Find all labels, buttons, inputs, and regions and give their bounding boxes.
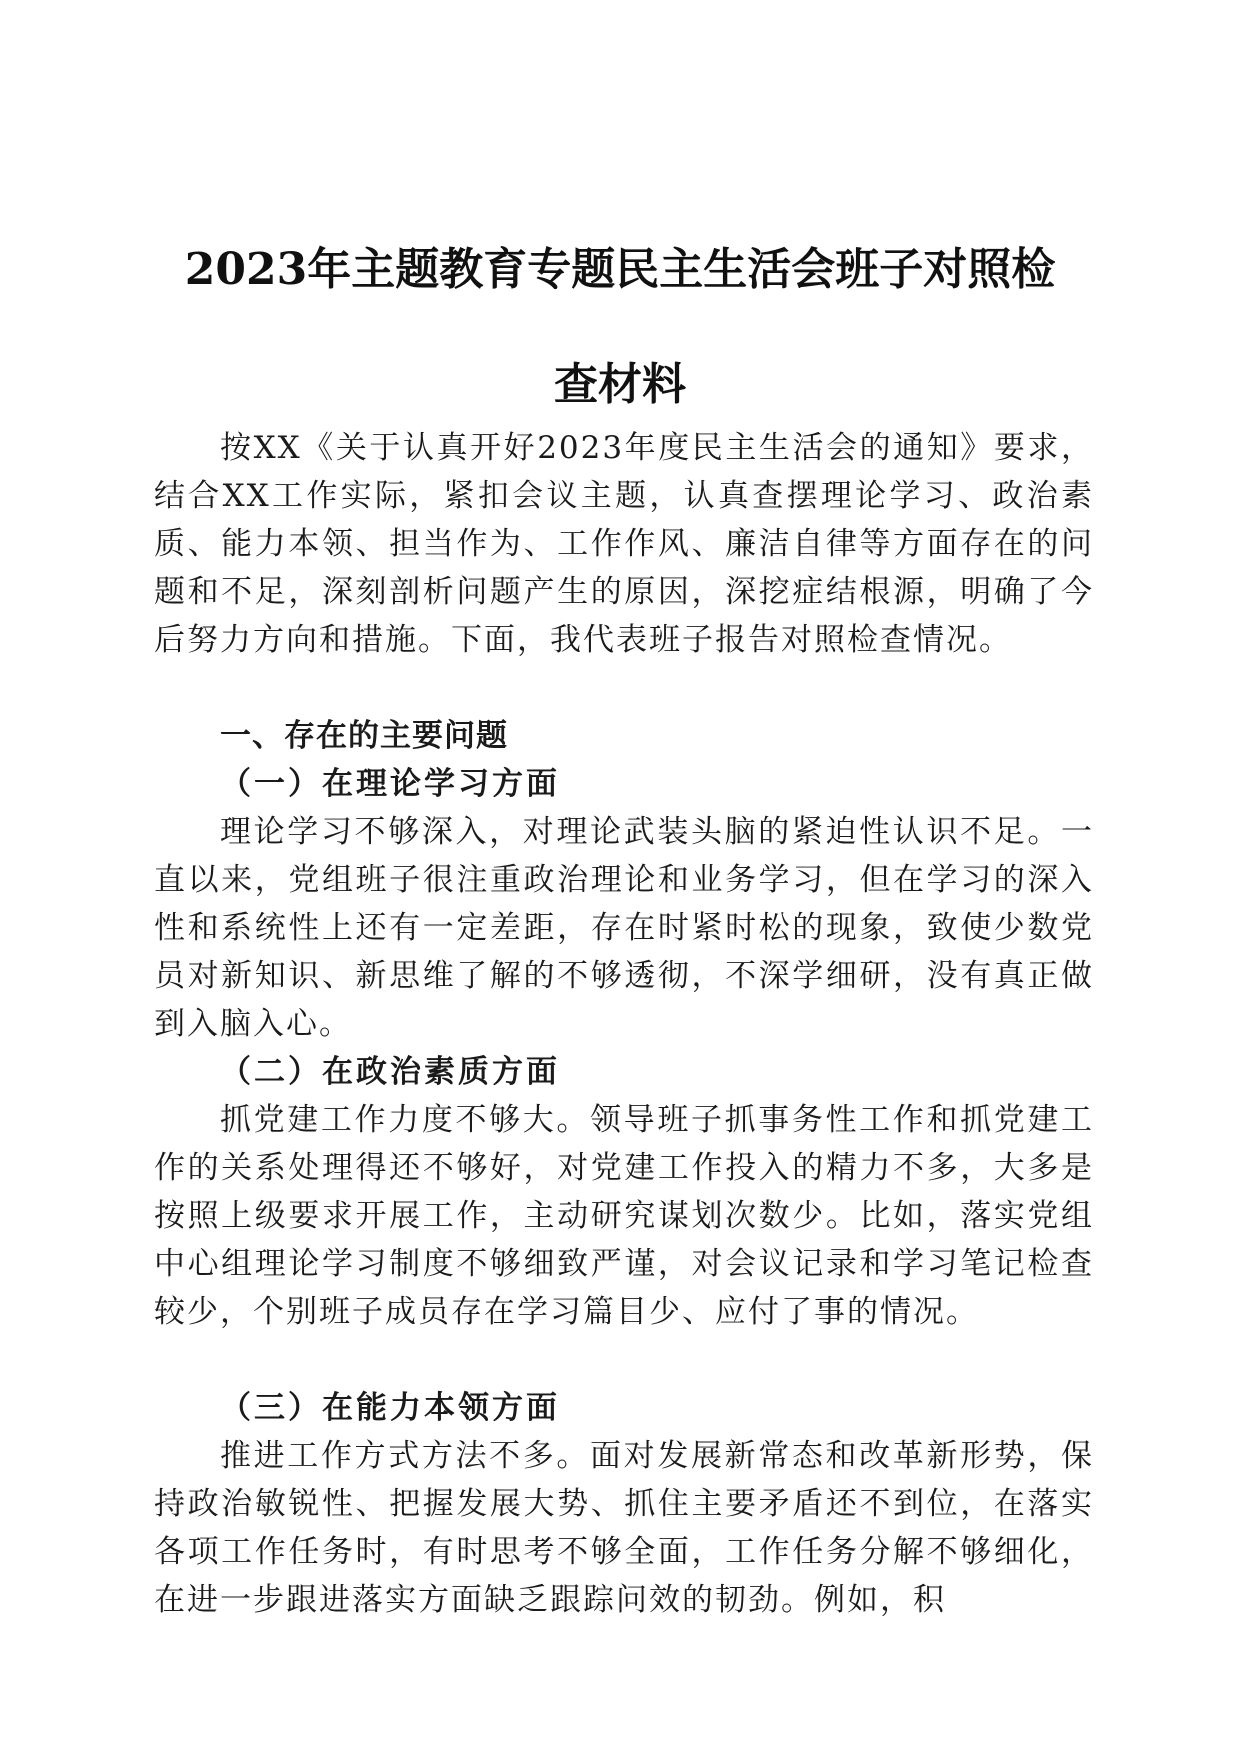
- political-quality-paragraph: 抓党建工作力度不够大。领导班子抓事务性工作和抓党建工作的关系处理得还不够好，对党建工作投入的精力不多，大多是按照上级要求开展工作，主动研究谋划次数少。比如，落实党组中心组理论学习制度不够细致严谨，对会议记录和学习笔记检查较少，个别班子成员存在学习篇目少、应付了事的情况。: [154, 1102, 1094, 1330]
- intro-paragraph: 按XX《关于认真开好2023年度民主生活会的通知》要求，结合XX工作实际，紧扣会议主题，认真查摆理论学习、政治素质、能力本领、担当作为、工作作风、廉洁自律等方面存在的问题和不足，深刻剖析问题产生的原因，深挖症结根源，明确了今后努力方向和措施。下面，我代表班子报告对照检查情况。: [154, 430, 1094, 658]
- document-title-line-1: 2023年主题教育专题民主生活会班子对照检: [184, 244, 1056, 295]
- theory-study-paragraph: 理论学习不够深入，对理论武装头脑的紧迫性认识不足。一直以来，党组班子很注重政治理论和业务学习，但在学习的深入性和系统性上还有一定差距，存在时紧时松的现象，致使少数党员对新知识、新思维了解的不够透彻，不深学细研，没有真正做到入脑入心。: [154, 814, 1094, 1042]
- capability-paragraph: 推进工作方式方法不多。面对发展新常态和改革新形势，保持政治敏锐性、把握发展大势、抓住主要矛盾还不到位，在落实各项工作任务时，有时思考不够全面，工作任务分解不够细化，在进一步跟进落实方面缺乏跟踪问效的韧劲。例如，积: [154, 1438, 1094, 1618]
- subsection-heading-capability: （三）在能力本领方面: [220, 1390, 560, 1426]
- subsection-heading-political-quality: （二）在政治素质方面: [220, 1054, 560, 1090]
- section-heading-main-problems: 一、存在的主要问题: [220, 718, 508, 754]
- subsection-heading-theory-study: （一）在理论学习方面: [220, 766, 560, 802]
- document-title-line-2: 查材料: [554, 359, 686, 410]
